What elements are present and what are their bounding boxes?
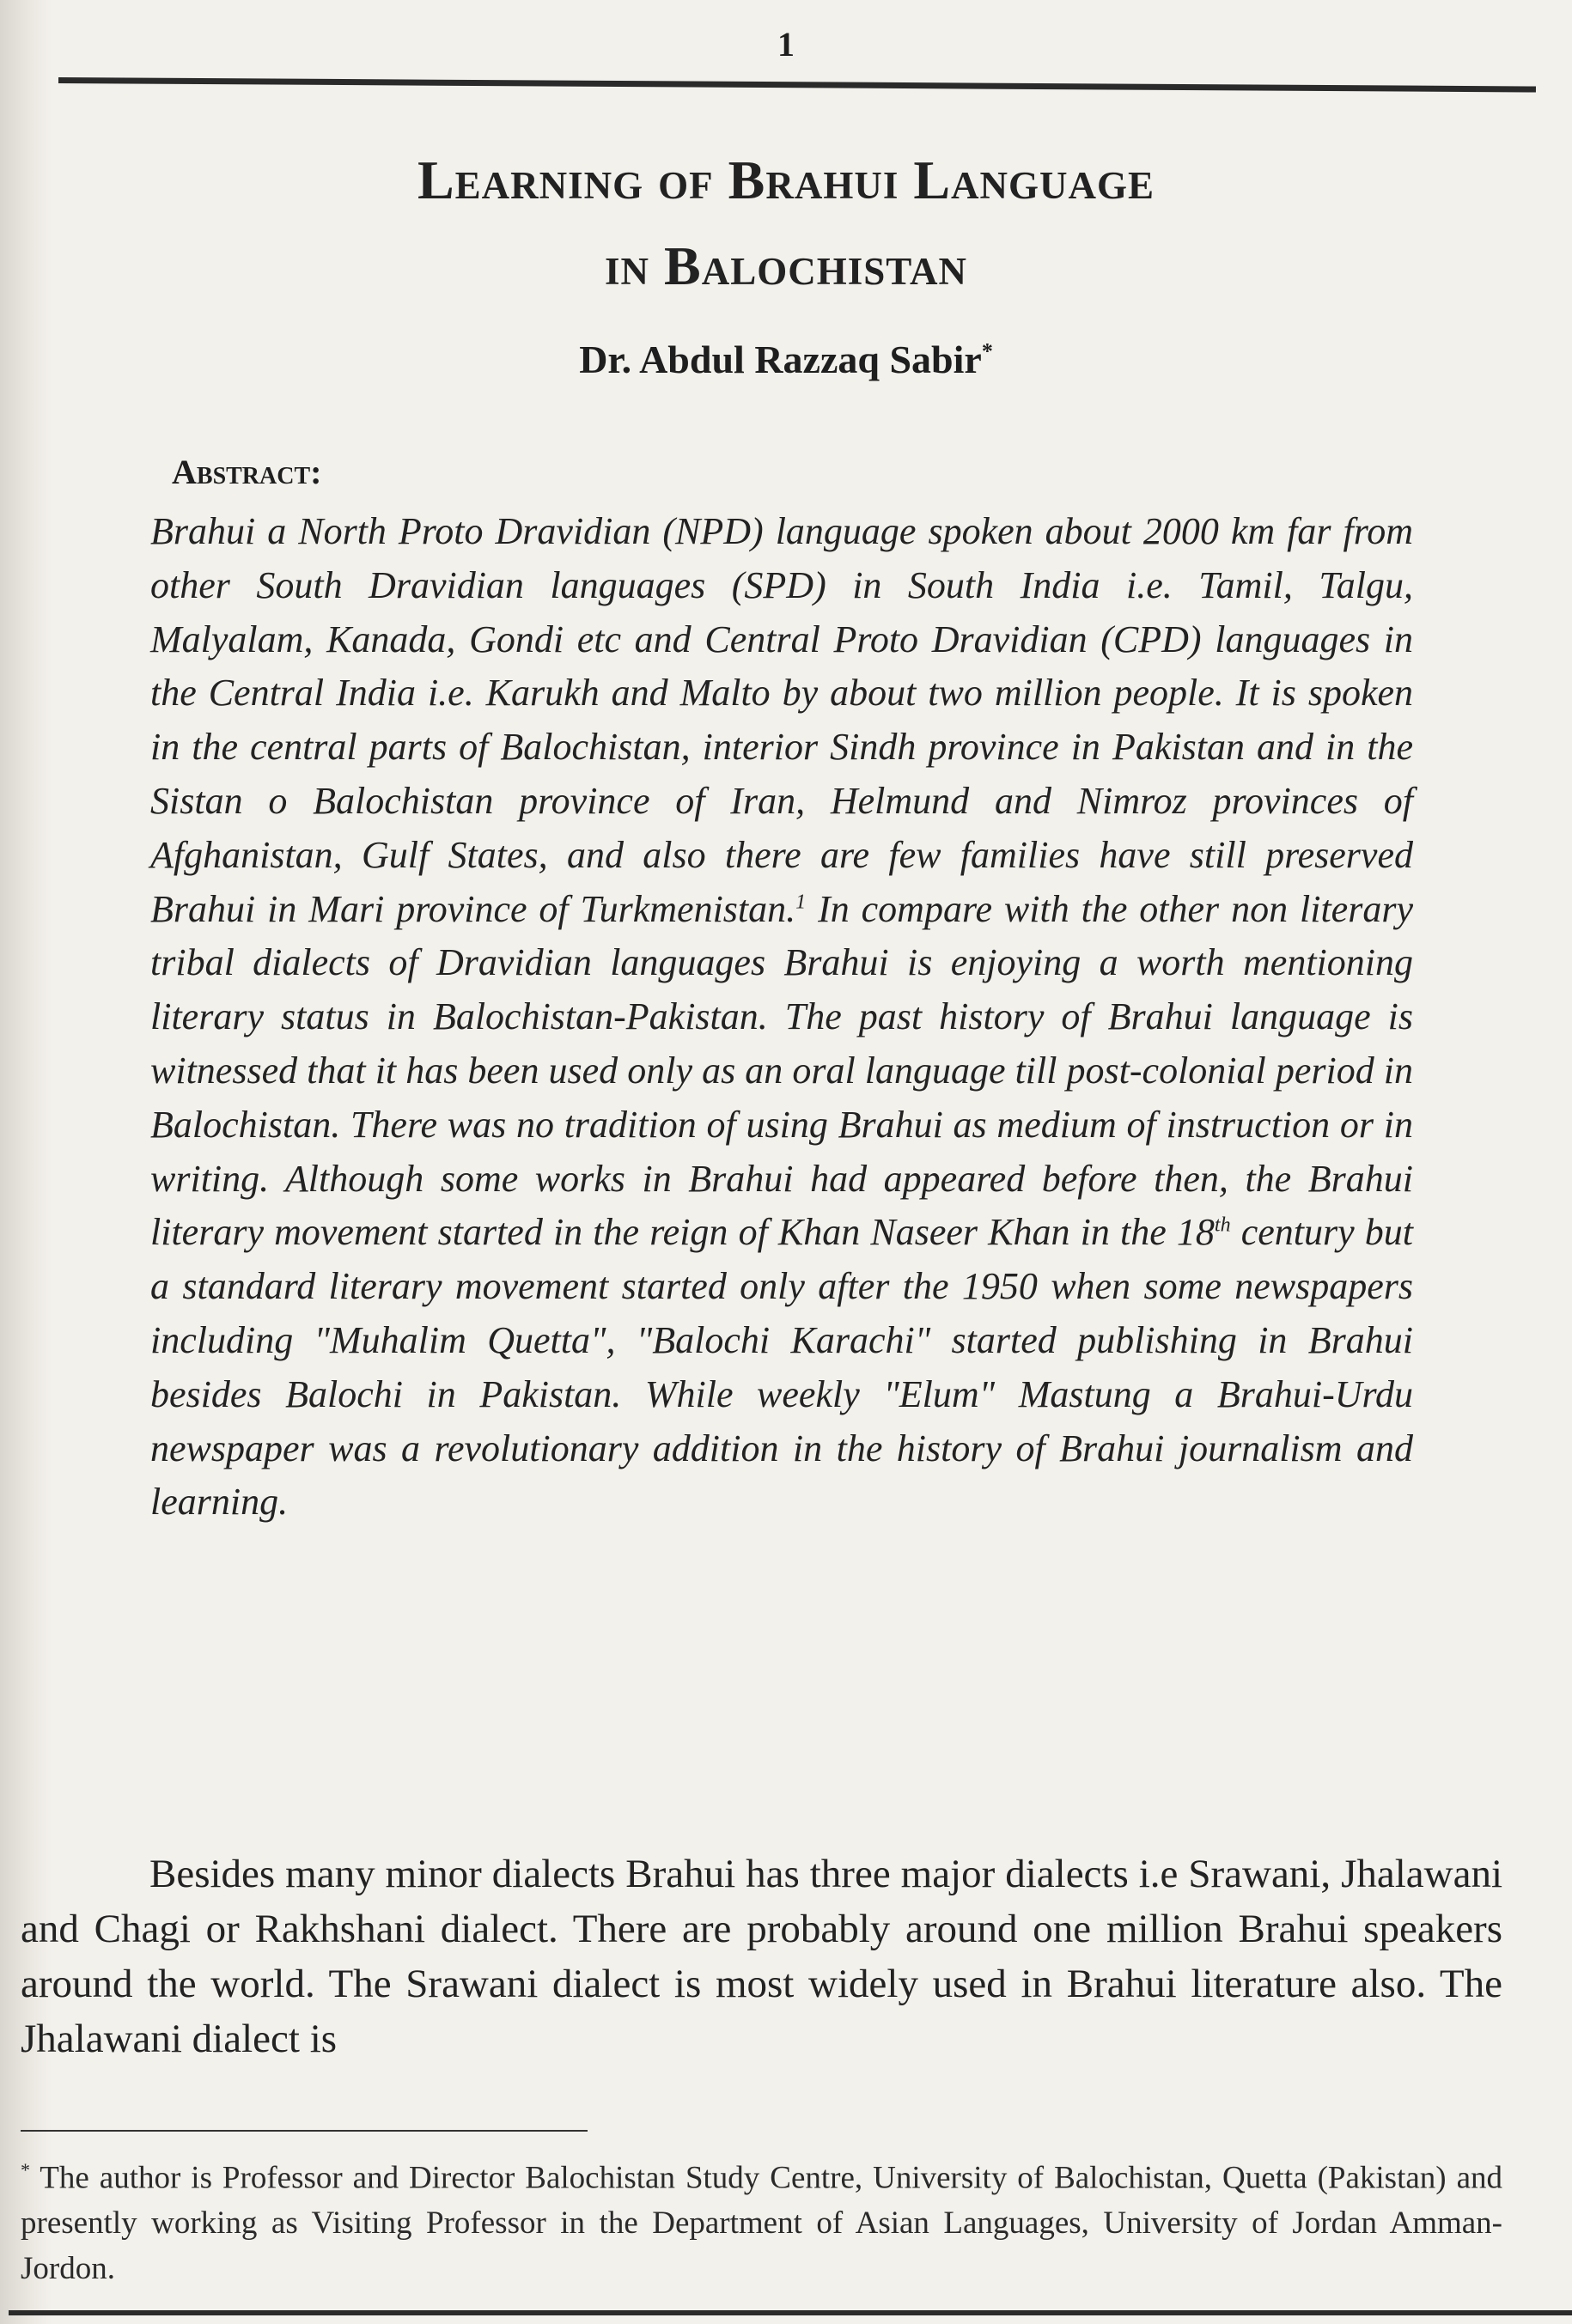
abstract-text-part-3: century but a standard literary movement started only after the 1950 when some newspapers including "Muhalim Quetta", "Balochi Karachi" started publishing in Brahui besides Balochi in Pakistan. While weekly "Elum" Mastung a Brahui-Urdu newspaper was a revolutionary addition in the history of Brahui journalism and learning. bbox=[150, 1211, 1413, 1524]
author-line bbox=[0, 337, 1572, 382]
title-line-2: in Balochistan bbox=[605, 235, 967, 296]
century-superscript: th bbox=[1214, 1214, 1231, 1237]
title-line-1: Learning of Brahui Language bbox=[417, 149, 1155, 210]
abstract-text-part-1: Brahui a North Proto Dravidian (NPD) language spoken about 2000 km far from other South Dravidian languages (SPD) in South India i.e. Tamil, Talgu, Malyalam, Kanada, Gondi etc and Central Proto Dravidian (CPD) languages in the Central India i.e. Karukh and Malto by about two million people. It is spoken in the central parts of Balochistan, interior Sindh province in Pakistan and in the Sistan o Balochistan province of Iran, Helmund and Nimroz provinces of Afghanistan, Gulf States, and also there are few families have still preserved Brahui in Mari province of Turkmenistan. bbox=[150, 510, 1413, 930]
author-footnote bbox=[21, 2147, 1502, 2291]
footnote-separator bbox=[21, 2130, 588, 2132]
abstract-heading: Abstract: bbox=[172, 453, 322, 491]
footer-rule bbox=[9, 2310, 1572, 2315]
header-rule bbox=[58, 77, 1536, 93]
footnote-reference-1: 1 bbox=[795, 890, 807, 913]
footnote-text: The author is Professor and Director Balochistan Study Centre, University of Balochistan, Quetta (Pakistan) and presently working as Visiting Professor in the Department of Asian Languages, University of Jordan Amman-Jordon. bbox=[21, 2160, 1502, 2287]
author-footnote-mark: * bbox=[981, 338, 993, 364]
page-number: 1 bbox=[777, 25, 795, 64]
author-name: Dr. Abdul Razzaq Sabir bbox=[579, 338, 982, 381]
body-paragraph: Besides many minor dialects Brahui has three major dialects i.e Srawani, Jhalawani and Chagi or Rakhshani dialect. There are probably around one million Brahui speakers around the world. The Srawani dialect is most widely used in Brahui literature also. The Jhalawani dialect is bbox=[21, 1852, 1502, 2061]
footnote-mark: * bbox=[21, 2159, 30, 2181]
abstract-text-part-2: In compare with the other non literary tribal dialects of Dravidian languages Brahui is enjoying a worth mentioning literary status in Balochistan-Pakistan. The past history of Brahui language is witnessed that it has been used only as an oral language till post-colonial period in Balochistan. There was no tradition of using Brahui as medium of instruction or in writing. Although some works in Brahui had appeared before then, the Brahui literary movement started in the reign of Khan Naseer Khan in the 18 bbox=[150, 887, 1413, 1254]
abstract-text bbox=[150, 505, 1413, 1530]
article-title bbox=[0, 137, 1572, 309]
